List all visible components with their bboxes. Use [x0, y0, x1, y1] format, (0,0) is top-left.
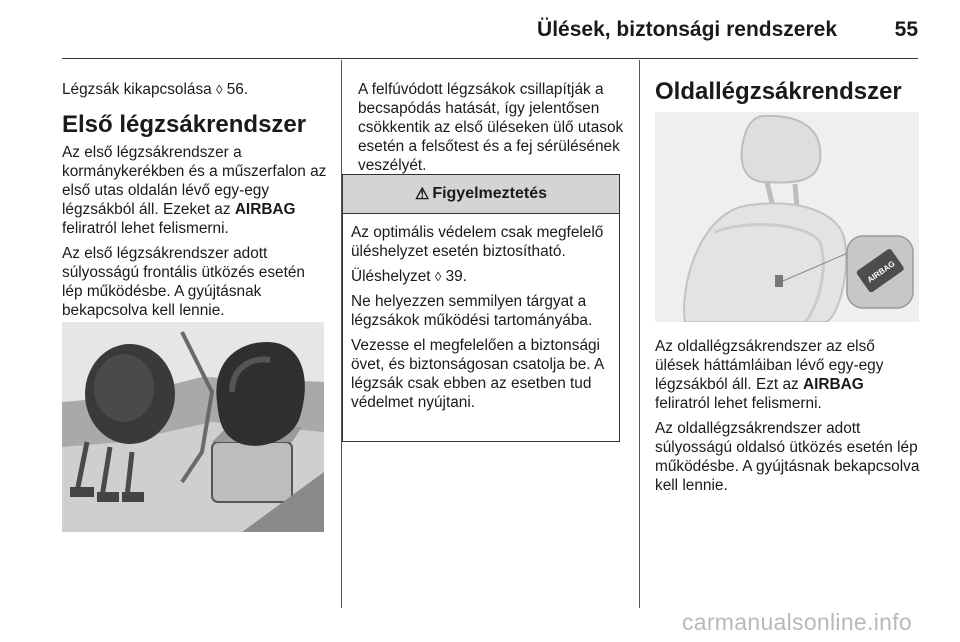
column-1: [62, 80, 328, 326]
inflated-airbags-paragraph: A felfúvódott légzsákok csillapítják a becsapódás hatását, így jelentősen csökkentik az első üléseken ülő utasok esetén a felsőtest és a fej sérülésének veszélyét.: [358, 81, 624, 174]
section-heading-front-airbag: Első légzsákrendszer: [62, 111, 307, 138]
airbag-label: AIRBAG: [803, 376, 864, 393]
warning-header: [343, 175, 619, 214]
column-divider-2: [639, 60, 640, 608]
warning-text-1: Az optimális védelem csak megfelelő üléshelyzet esetén biztosítható.: [351, 224, 604, 260]
warning-box: [342, 174, 620, 442]
warning-triangle-icon: ⚠: [414, 186, 430, 203]
intro-line: Légzsák kikapcsolása ◊ 56.: [62, 81, 249, 98]
warning-text-3: Ne helyezzen semmilyen tárgyat a légzsákok működési tartományába.: [351, 293, 593, 329]
reference-arrow-icon: ◊: [216, 82, 223, 97]
column-2: [358, 80, 626, 181]
side-airbag-paragraph-2: Az oldallégzsákrendszer adott súlyosságú oldalsó ütközés esetén lép működésbe. A gyújtásnak bekapcsolva kell lennie.: [655, 420, 920, 494]
side-airbag-paragraph-1: Az oldallégzsákrendszer az első ülések háttámláiban lévő egy-egy légzsákból áll. Ezt az AIRBAG feliratról lehet felismerni.: [655, 338, 884, 412]
seat-airbag-label: AIRBAG: [865, 259, 897, 285]
warning-text-2: Üléshelyzet ◊ 39.: [351, 268, 467, 285]
front-airbag-paragraph-2: Az első légzsákrendszer adott súlyosságú frontális ütközés esetén lép működésbe. A gyújtásnak bekapcsolva kell lennie.: [62, 245, 305, 319]
section-heading-side-airbag: Oldallégzsákrendszer: [655, 78, 902, 105]
header-rule: [62, 58, 918, 59]
reference-arrow-icon: ◊: [434, 269, 442, 284]
front-airbag-illustration: [62, 322, 324, 532]
warning-body: [343, 214, 619, 412]
watermark: carmanualsonline.info: [681, 609, 912, 635]
page-number: 55: [894, 18, 918, 41]
seat-airbag-image: [655, 112, 919, 322]
dashboard-airbags-image: [62, 322, 324, 532]
page-reference-link[interactable]: 56.: [226, 81, 249, 98]
page-reference-link[interactable]: 39.: [445, 268, 467, 285]
page-header-title: Ülések, biztonsági rendszerek: [537, 18, 837, 41]
warning-text-4: Vezesse el megfelelően a biztonsági övet, és biztonságosan csatolja be. A légzsák csak ebben az esetben tud védelmet nyújtani.: [351, 337, 604, 411]
side-airbag-illustration: [655, 112, 919, 322]
airbag-label: AIRBAG: [234, 201, 296, 218]
column-3: [655, 337, 920, 501]
front-airbag-paragraph-1: Az első légzsákrendszer a kormánykerékben és a műszerfalon az első utas oldalán lévő egy-egy légzsákból áll. Ezeket az AIRBAG feliratról lehet felismerni.: [62, 144, 327, 237]
warning-title: Figyelmeztetés: [432, 185, 548, 202]
